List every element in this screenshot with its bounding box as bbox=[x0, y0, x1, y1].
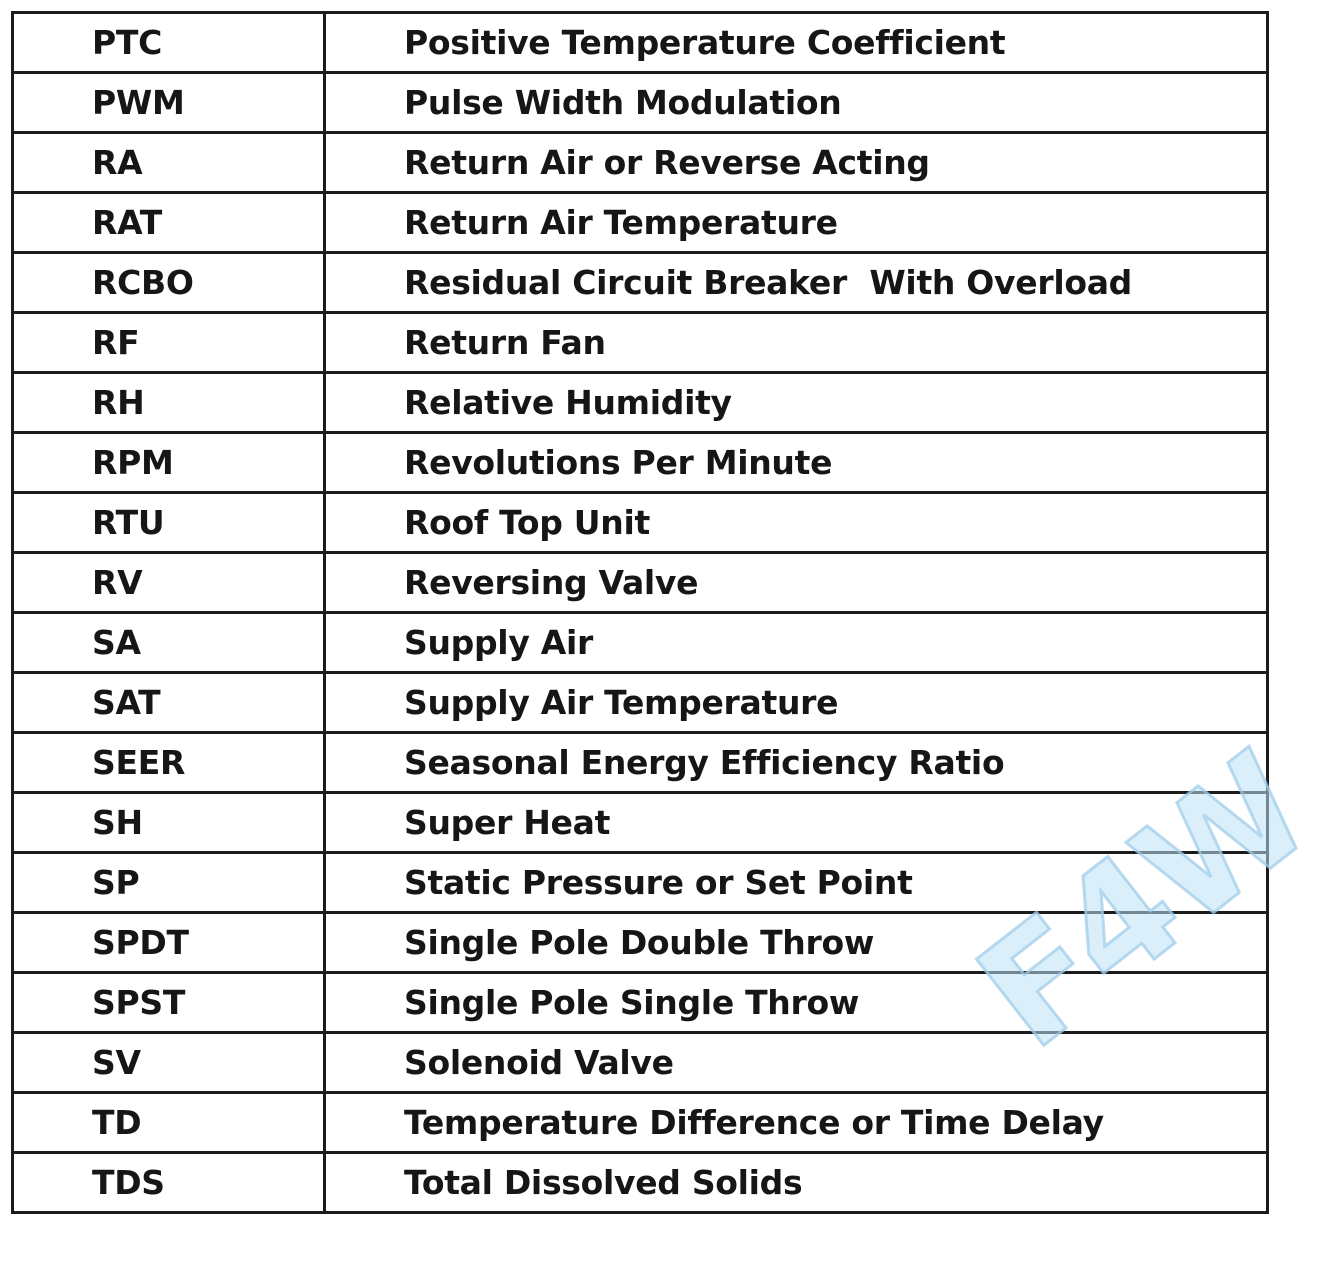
table-row bbox=[13, 193, 1268, 253]
abbreviation-cell: RF bbox=[13, 313, 325, 373]
watermark-logo: F4W bbox=[948, 723, 1339, 1083]
table-row bbox=[13, 1033, 1268, 1093]
abbreviation-cell: TDS bbox=[13, 1153, 325, 1213]
meaning-cell: Reversing Valve bbox=[325, 553, 1268, 613]
table-row bbox=[13, 253, 1268, 313]
meaning-cell: Solenoid Valve bbox=[325, 1033, 1268, 1093]
table-row bbox=[13, 553, 1268, 613]
meaning-cell: Supply Air bbox=[325, 613, 1268, 673]
meaning-cell: Supply Air Temperature bbox=[325, 673, 1268, 733]
abbreviation-cell: SAT bbox=[13, 673, 325, 733]
meaning-cell: Super Heat bbox=[325, 793, 1268, 853]
abbreviation-cell: PWM bbox=[13, 73, 325, 133]
abbreviation-cell: RCBO bbox=[13, 253, 325, 313]
table-row bbox=[13, 913, 1268, 973]
table-row bbox=[13, 793, 1268, 853]
meaning-cell: Revolutions Per Minute bbox=[325, 433, 1268, 493]
abbreviation-cell: SV bbox=[13, 1033, 325, 1093]
abbreviation-cell: PTC bbox=[13, 13, 325, 73]
abbreviation-cell: SA bbox=[13, 613, 325, 673]
abbreviation-cell: RTU bbox=[13, 493, 325, 553]
abbreviation-cell: TD bbox=[13, 1093, 325, 1153]
table-row bbox=[13, 973, 1268, 1033]
meaning-cell: Single Pole Single Throw bbox=[325, 973, 1268, 1033]
meaning-cell: Residual Circuit Breaker With Overload bbox=[325, 253, 1268, 313]
table-row bbox=[13, 373, 1268, 433]
meaning-cell: Total Dissolved Solids bbox=[325, 1153, 1268, 1213]
meaning-cell: Relative Humidity bbox=[325, 373, 1268, 433]
table-row bbox=[13, 1093, 1268, 1153]
table-row bbox=[13, 433, 1268, 493]
abbreviation-cell: RAT bbox=[13, 193, 325, 253]
meaning-cell: Seasonal Energy Efficiency Ratio bbox=[325, 733, 1268, 793]
abbreviation-cell: RPM bbox=[13, 433, 325, 493]
abbreviation-cell: SH bbox=[13, 793, 325, 853]
abbreviation-cell: RH bbox=[13, 373, 325, 433]
meaning-cell: Pulse Width Modulation bbox=[325, 73, 1268, 133]
meaning-cell: Static Pressure or Set Point bbox=[325, 853, 1268, 913]
table-row bbox=[13, 613, 1268, 673]
abbreviation-cell: RA bbox=[13, 133, 325, 193]
table-row bbox=[13, 313, 1268, 373]
meaning-cell: Single Pole Double Throw bbox=[325, 913, 1268, 973]
abbreviation-cell: SEER bbox=[13, 733, 325, 793]
table-row bbox=[13, 493, 1268, 553]
table-row bbox=[13, 133, 1268, 193]
meaning-cell: Return Air or Reverse Acting bbox=[325, 133, 1268, 193]
table-row bbox=[13, 853, 1268, 913]
table-row bbox=[13, 673, 1268, 733]
meaning-cell: Return Air Temperature bbox=[325, 193, 1268, 253]
abbreviation-table-body bbox=[13, 13, 1268, 1213]
abbreviation-cell: SPST bbox=[13, 973, 325, 1033]
abbreviation-cell: SP bbox=[13, 853, 325, 913]
meaning-cell: Return Fan bbox=[325, 313, 1268, 373]
meaning-cell: Temperature Difference or Time Delay bbox=[325, 1093, 1268, 1153]
meaning-cell: Positive Temperature Coefficient bbox=[325, 13, 1268, 73]
meaning-cell: Roof Top Unit bbox=[325, 493, 1268, 553]
abbreviation-cell: RV bbox=[13, 553, 325, 613]
table-row bbox=[13, 13, 1268, 73]
abbreviation-table bbox=[11, 11, 1269, 1214]
table-row bbox=[13, 733, 1268, 793]
table-row bbox=[13, 1153, 1268, 1213]
abbreviation-cell: SPDT bbox=[13, 913, 325, 973]
table-row bbox=[13, 73, 1268, 133]
